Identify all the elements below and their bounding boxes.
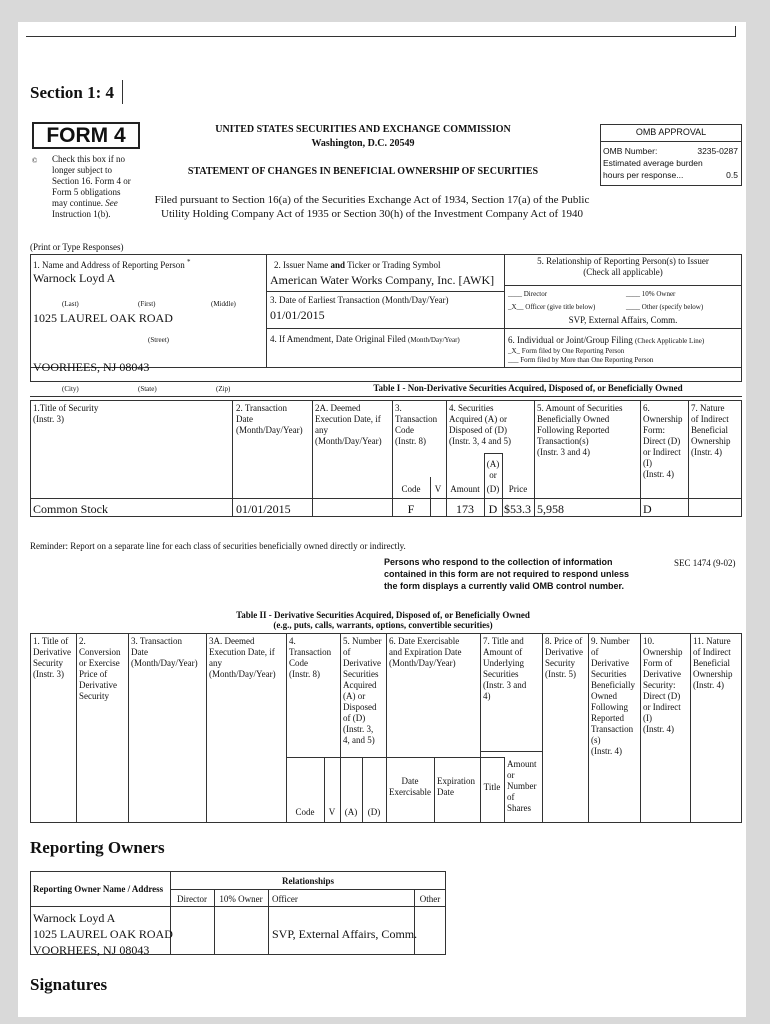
t2-h3-line: 3. Transaction — [131, 636, 183, 646]
omb-notice — [384, 556, 629, 592]
t2-h3a-line: any — [209, 658, 222, 668]
divider — [688, 400, 689, 517]
t2-sub-a: (A) — [344, 807, 358, 817]
t2-sub-exp-line: Date — [437, 787, 454, 797]
omb-title: OMB APPROVAL — [635, 127, 707, 137]
t2-h9-line: Transaction — [591, 724, 634, 734]
field5-sub: (Check all applicable) — [583, 267, 663, 277]
street-label: (Street) — [148, 336, 169, 344]
officer-title: SVP, External Affairs, Comm. — [568, 315, 678, 325]
owner-row-name — [33, 910, 173, 958]
t2-sub-d: (D) — [367, 807, 381, 817]
divider — [542, 633, 543, 823]
t1-h7-line: Ownership — [691, 436, 731, 446]
owners-relationships: Relationships — [281, 876, 334, 886]
signatures-heading: Signatures — [30, 975, 108, 994]
t2-h4-line: Transaction — [289, 647, 332, 657]
filed-pursuant — [144, 193, 600, 221]
owners-col-other: Other — [419, 894, 441, 904]
t1-h2a-line: Execution Date, if — [315, 414, 381, 424]
t2-h5-line: 5. Number — [343, 636, 382, 646]
divider — [268, 889, 269, 955]
filing-option-more[interactable]: ___ Form filed by More than One Reporting Person — [508, 356, 654, 364]
divider — [30, 906, 446, 907]
section-title-bar — [122, 80, 123, 104]
t1-h2a-line: any — [315, 425, 328, 435]
t2-sub-title: Title — [483, 782, 501, 792]
t1-h5-line: Beneficially Owned — [537, 414, 610, 424]
t2-h9-line: 9. Number — [591, 636, 630, 646]
t1-row-title: Common Stock — [33, 502, 109, 516]
t1-h2a-line: (Month/Day/Year) — [315, 436, 382, 446]
t2-h10-line: Derivative — [643, 669, 681, 679]
divider — [430, 477, 431, 517]
divider — [312, 400, 313, 517]
t2-h3a — [209, 636, 276, 680]
divider — [392, 400, 393, 517]
check-text-line: Section 16. Form 4 or — [52, 176, 131, 186]
divider — [30, 396, 742, 397]
field2-label-and: and — [330, 260, 345, 270]
t2-h7-line: Amount of — [483, 647, 523, 657]
field4-label-text: 4. If Amendment, Date Original Filed — [270, 334, 406, 344]
field1-label-text: 1. Name and Address of Reporting Person — [33, 260, 185, 270]
t2-h9-line: Owned — [591, 691, 617, 701]
omb-burden-label: hours per response... — [603, 170, 684, 180]
t2-h4-line: 4. — [289, 636, 296, 646]
divider — [340, 633, 341, 823]
t2-h10-line: Direct (D) — [643, 691, 681, 701]
check-box[interactable]: © — [32, 157, 38, 165]
t2-h9-line: (Instr. 4) — [591, 746, 622, 756]
divider — [640, 633, 641, 823]
field2-label — [274, 260, 441, 271]
check-text-line: Check this box if no — [52, 154, 125, 164]
owners-col-officer: Officer — [272, 894, 298, 904]
divider — [446, 400, 447, 517]
t2-sub-exp — [437, 776, 475, 798]
t2-sub-amount-line: of — [507, 792, 515, 802]
t2-h10-line: or Indirect — [643, 702, 681, 712]
filing-option-one[interactable]: _X_ Form filed by One Reporting Person — [508, 347, 625, 355]
t2-h5-line: of — [343, 647, 351, 657]
check-text-part: may continue. — [52, 198, 103, 208]
reporting-owners-heading: Reporting Owners — [30, 838, 165, 857]
t1-h4-line: Acquired (A) or — [449, 414, 507, 424]
check-text-line: Instruction 1(b). — [52, 209, 111, 219]
t2-sub-date-ex-line: Date — [401, 776, 419, 786]
t1-h6-line: 6. — [643, 403, 650, 413]
t2-h10-line: Form of — [643, 658, 673, 668]
t2-h8 — [545, 636, 583, 680]
t2-h3-line: (Month/Day/Year) — [131, 658, 198, 668]
divider — [286, 633, 287, 823]
t1-h3-line: 3. — [395, 403, 402, 413]
t2-h11-line: Ownership — [693, 669, 733, 679]
t1-h6-line: (Instr. 4) — [643, 469, 674, 479]
t1-h6 — [643, 403, 683, 480]
t1-h7-line: 7. Nature — [691, 403, 725, 413]
divider — [266, 291, 504, 292]
field3-label: 3. Date of Earliest Transaction (Month/Day/Year) — [270, 295, 449, 305]
t2-h7-line: 4) — [483, 691, 491, 701]
divider — [640, 400, 641, 517]
t2-h5-line: Disposed — [343, 702, 377, 712]
notice-line: contained in this form are not required to respond unless — [384, 569, 630, 579]
t1-h3-line: Code — [395, 425, 414, 435]
omb-number-value: 3235-0287 — [697, 146, 738, 156]
divider — [504, 757, 505, 823]
zip-label: (Zip) — [216, 385, 231, 393]
city-value: VOORHEES, NJ 08043 — [33, 360, 150, 374]
t1-h3 — [395, 403, 437, 447]
t1-sub-aord-line: or — [489, 470, 497, 480]
t1-h4-line: (Instr. 3, 4 and 5) — [449, 436, 511, 446]
check-text-line: Form 5 obligations — [52, 187, 121, 197]
t1-h4 — [449, 403, 511, 447]
field5-label: 5. Relationship of Reporting Person(s) to Issuer — [537, 256, 709, 266]
middle-label: (Middle) — [211, 300, 236, 308]
t2-sub-amount-line: Number — [507, 781, 537, 791]
t2-h5-line: (A) or — [343, 691, 366, 701]
owners-col-director: Director — [177, 894, 207, 904]
t2-h8-line: (Instr. 5) — [545, 669, 576, 679]
t1-h2a-line: 2A. Deemed — [315, 403, 361, 413]
field1-label — [33, 258, 190, 271]
t2-h2-line: or Exercise — [79, 658, 120, 668]
last-label: (Last) — [62, 300, 79, 308]
t2-sub-date-ex-line: Exercisable — [389, 787, 431, 797]
reminder-text: Reminder: Report on a separate line for each class of securities beneficially owned directly or indirectly. — [30, 541, 406, 551]
t2-h9-line: of — [591, 647, 599, 657]
omb-approval-box — [600, 124, 742, 186]
t1-row-code: F — [407, 502, 415, 516]
table1-title: Table I - Non-Derivative Securities Acquired, Disposed of, or Beneficially Owned — [373, 383, 683, 393]
t2-h1-line: Derivative — [33, 647, 71, 657]
check-text-see: See — [105, 198, 118, 208]
t2-h2-line: Conversion — [79, 647, 121, 657]
omb-burden-value: 0.5 — [726, 170, 738, 180]
t1-h7 — [691, 403, 731, 458]
t2-h10-line: (Instr. 4) — [643, 724, 674, 734]
notice-line: Persons who respond to the collection of information — [384, 557, 613, 567]
t1-h1-line: 1.Title of Security — [33, 403, 99, 413]
form-label: FORM 4 — [32, 122, 140, 149]
statement-title: STATEMENT OF CHANGES IN BENEFICIAL OWNERSHIP OF SECURITIES — [187, 166, 539, 177]
t2-h6-line: and Expiration Date — [389, 647, 462, 657]
sec-code: SEC 1474 (9-02) — [674, 558, 736, 568]
check-text-line: longer subject to — [52, 165, 112, 175]
t2-h5-line: Derivative — [343, 658, 381, 668]
filed-line: Utility Holding Company Act of 1935 or Section 30(h) of the Investment Company Act of 1940 — [161, 208, 583, 220]
t1-sub-aord-line: (A) — [486, 459, 500, 469]
agency-city: Washington, D.C. 20549 — [311, 138, 415, 149]
t1-h6-line: (I) — [643, 458, 652, 468]
divider — [232, 400, 233, 517]
t2-h5-line: 4, and 5) — [343, 735, 375, 745]
t1-h5-line: (Instr. 3 and 4) — [537, 447, 590, 457]
t2-sub-code: Code — [295, 807, 315, 817]
first-label: (First) — [138, 300, 156, 308]
owner-row-line: VOORHEES, NJ 08043 — [33, 943, 150, 957]
t1-h3-line: Transaction — [395, 414, 438, 424]
t2-h11-line: of Indirect — [693, 647, 731, 657]
t2-h7-line: 7. Title and — [483, 636, 524, 646]
owners-col-10pct: 10% Owner — [219, 894, 263, 904]
t2-h3-line: Date — [131, 647, 148, 657]
divider — [504, 285, 742, 286]
t2-sub-exp-line: Expiration — [437, 776, 475, 786]
t2-h5-line: Securities — [343, 669, 379, 679]
t2-h10-line: Ownership — [643, 647, 683, 657]
t1-h6-line: Direct (D) — [643, 436, 681, 446]
t2-h7-line: (Instr. 3 and — [483, 680, 527, 690]
t2-h9-line: Derivative — [591, 658, 629, 668]
t2-h5-line: of (D) — [343, 713, 366, 723]
t1-sub-aord — [484, 459, 502, 495]
t2-h6-line: (Month/Day/Year) — [389, 658, 456, 668]
omb-number-label: OMB Number: — [603, 146, 658, 156]
t2-h5 — [343, 636, 382, 746]
t1-h5-line: Transaction(s) — [537, 436, 589, 446]
t2-h10 — [643, 636, 683, 735]
t1-h2-line: 2. Transaction — [236, 403, 288, 413]
field2-label-a: 2. Issuer Name — [274, 260, 329, 270]
t1-row-price: $53.3 — [504, 502, 531, 516]
t1-h1 — [33, 403, 98, 425]
t2-sub-amount-line: Amount — [507, 759, 537, 769]
divider — [30, 498, 742, 499]
field6-label — [508, 335, 704, 346]
t2-h3a-line: Execution Date, if — [209, 647, 275, 657]
t1-h6-line: or Indirect — [643, 447, 681, 457]
t2-h6 — [389, 636, 461, 669]
street-value: 1025 LAUREL OAK ROAD — [33, 311, 173, 325]
city-label: (City) — [62, 385, 79, 393]
t2-h3 — [131, 636, 198, 669]
t2-h5-line: Acquired — [343, 680, 377, 690]
field2-label-b: Ticker or Trading Symbol — [347, 260, 441, 270]
t2-h8-line: Derivative — [545, 647, 583, 657]
t2-h9-line: Beneficially — [591, 680, 635, 690]
divider — [266, 328, 742, 329]
t1-h4-line: Disposed of (D) — [449, 425, 507, 435]
t2-h10-line: Security: — [643, 680, 676, 690]
t1-h4-line: 4. Securities — [449, 403, 494, 413]
t2-h2 — [79, 636, 121, 702]
divider — [434, 757, 435, 823]
t2-h4-line: Code — [289, 658, 308, 668]
agency-name: UNITED STATES SECURITIES AND EXCHANGE COMMISSION — [215, 124, 511, 135]
t2-h11 — [693, 636, 733, 691]
state-label: (State) — [138, 385, 157, 393]
owner-row-officer: SVP, External Affairs, Comm. — [272, 927, 418, 941]
divider — [690, 633, 691, 823]
table1 — [30, 400, 742, 517]
t2-h9-line: Reported — [591, 713, 624, 723]
t2-h6-line: 6. Date Exercisable — [389, 636, 460, 646]
form-page — [18, 22, 746, 1017]
t1-sub-price: Price — [508, 484, 528, 494]
section-title: Section 1: 4 — [30, 83, 115, 102]
t2-h1-line: Security — [33, 658, 63, 668]
t2-h11-line: 11. Nature — [693, 636, 731, 646]
divider — [206, 633, 207, 823]
table2-subtitle: (e.g., puts, calls, warrants, options, convertible securities) — [273, 620, 493, 630]
t1-h1-line: (Instr. 3) — [33, 414, 64, 424]
t1-h7-line: of Indirect — [691, 414, 729, 424]
t1-h6-line: Ownership — [643, 414, 683, 424]
owner-row-line: 1025 LAUREL OAK ROAD — [33, 927, 173, 941]
t2-h11-line: Beneficial — [693, 658, 730, 668]
omb-burden-line: Estimated average burden — [603, 158, 703, 168]
t2-h2-line: 2. — [79, 636, 86, 646]
t2-h3a-line: 3A. Deemed — [209, 636, 255, 646]
divider — [588, 633, 589, 823]
divider — [480, 751, 542, 752]
field6-label-text: 6. Individual or Joint/Group Filing — [508, 335, 633, 345]
reporting-person-name: Warnock Loyd A — [33, 271, 116, 285]
director-option[interactable]: ____ Director — [508, 290, 548, 298]
field6-label-small: (Check Applicable Line) — [635, 337, 705, 345]
t1-h7-line: (Instr. 4) — [691, 447, 722, 457]
t2-h1-line: (Instr. 3) — [33, 669, 64, 679]
t2-sub-v: V — [328, 807, 336, 817]
owner-row-line: Warnock Loyd A — [33, 911, 116, 925]
divider — [170, 889, 446, 890]
t1-row-aord: D — [488, 502, 498, 516]
t2-h3a-line: (Month/Day/Year) — [209, 669, 276, 679]
divider — [128, 633, 129, 823]
field1-mark: * — [186, 258, 191, 266]
t1-h5-line: Following Reported — [537, 425, 610, 435]
field4-label — [270, 334, 460, 345]
t2-h4 — [289, 636, 331, 680]
t2-h10-line: (I) — [643, 713, 652, 723]
t1-h5-line: 5. Amount of Securities — [537, 403, 623, 413]
t2-h7-line: Securities — [483, 669, 519, 679]
t1-sub-amount: Amount — [450, 484, 480, 494]
filed-line: Filed pursuant to Section 16(a) of the Securities Exchange Act of 1934, Section 17(a) of the Public — [154, 194, 590, 206]
ten-percent-option[interactable]: ____ 10% Owner — [626, 290, 676, 298]
t2-sub-amount-line: or — [507, 770, 515, 780]
t2-h9 — [591, 636, 635, 757]
issuer-name: American Water Works Company, Inc. [AWK] — [270, 273, 495, 287]
t1-row-date: 01/01/2015 — [236, 502, 291, 516]
t1-h2 — [236, 403, 303, 436]
owners-col-name: Reporting Owner Name / Address — [33, 884, 164, 894]
earliest-transaction-date: 01/01/2015 — [270, 308, 325, 322]
t1-sub-v: V — [434, 484, 442, 494]
divider — [76, 633, 77, 823]
divider — [480, 633, 481, 823]
table2-title: Table II - Derivative Securities Acquired, Disposed of, or Beneficially Owned — [236, 610, 530, 620]
t2-h5-line: (Instr. 3, — [343, 724, 374, 734]
divider — [266, 254, 267, 367]
t2-h4-line: (Instr. 8) — [289, 669, 320, 679]
field4-label-small: (Month/Day/Year) — [407, 336, 460, 344]
notice-line: the form displays a currently valid OMB control number. — [384, 581, 625, 591]
t2-h10-line: 10. — [643, 636, 655, 646]
t1-h2-line: (Month/Day/Year) — [236, 425, 303, 435]
top-rule-tick — [735, 26, 736, 36]
t2-h1 — [33, 636, 71, 680]
t1-h7-line: Beneficial — [691, 425, 728, 435]
t2-h2-line: Security — [79, 691, 109, 701]
divider — [484, 453, 502, 454]
t1-sub-code: Code — [401, 484, 421, 494]
t2-sub-amount — [507, 759, 537, 814]
top-rule — [26, 36, 736, 37]
t2-h8-line: 8. Price of — [545, 636, 583, 646]
t2-sub-amount-line: Shares — [507, 803, 531, 813]
print-type: (Print or Type Responses) — [30, 242, 124, 252]
t1-row-owned: 5,958 — [537, 502, 564, 516]
t2-h2-line: Price of — [79, 669, 108, 679]
t1-h5 — [537, 403, 623, 458]
t2-h8-line: Security — [545, 658, 575, 668]
t2-h9-line: Securities — [591, 669, 627, 679]
t2-h7-line: Underlying — [483, 658, 524, 668]
t2-h11-line: (Instr. 4) — [693, 680, 724, 690]
officer-option[interactable]: _X__ Officer (give title below) — [508, 303, 596, 311]
t2-h2-line: Derivative — [79, 680, 117, 690]
t2-h7 — [483, 636, 526, 702]
t1-row-form: D — [643, 502, 652, 516]
t1-sub-aord-line: (D) — [486, 484, 500, 494]
other-option[interactable]: ____ Other (specify below) — [626, 303, 704, 311]
t2-h1-line: 1. Title of — [33, 636, 69, 646]
t1-h2-line: Date — [236, 414, 253, 424]
t1-h6-line: Form: — [643, 425, 666, 435]
divider — [286, 757, 504, 758]
t2-sub-date-ex — [386, 776, 434, 798]
t1-h2a — [315, 403, 382, 447]
omb-divider — [601, 141, 741, 142]
t1-h3-line: (Instr. 8) — [395, 436, 426, 446]
t2-h9-line: (s) — [591, 735, 601, 745]
t2-h9-line: Following — [591, 702, 629, 712]
divider — [534, 400, 535, 517]
t1-row-amount: 173 — [456, 502, 474, 516]
